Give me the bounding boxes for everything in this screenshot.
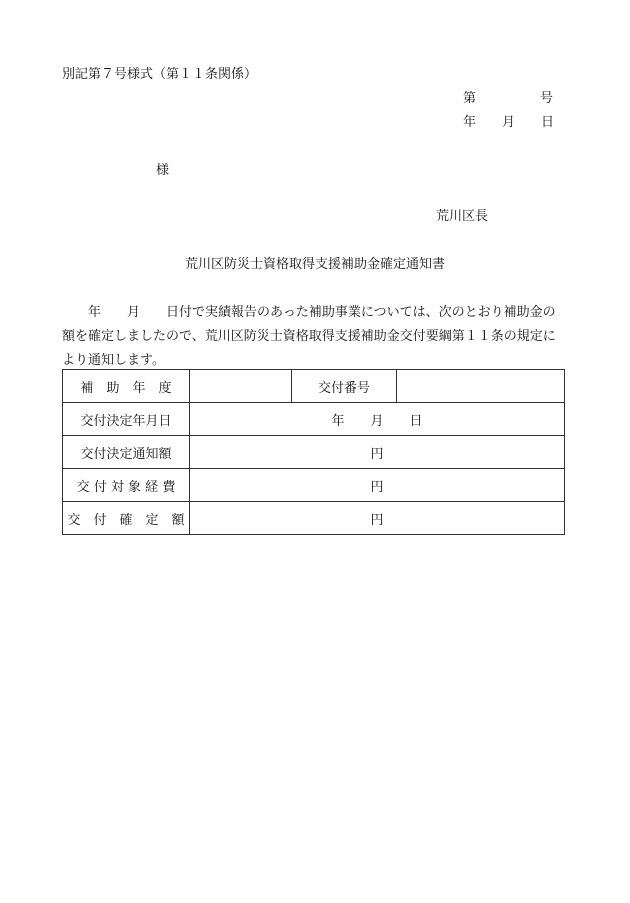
document-number-prefix: 第	[463, 91, 477, 106]
table-label-grant-number: 交付番号	[292, 370, 397, 403]
table-row	[63, 436, 565, 469]
document-number-suffix: 号	[540, 91, 554, 106]
table-row	[63, 502, 565, 535]
table-value-eligible-expense: 円	[190, 469, 565, 502]
table-label-fiscal-year: 補 助 年 度	[63, 370, 190, 403]
recipient-honorific: 様	[156, 163, 170, 178]
table-value-confirmed-amount: 円	[190, 502, 565, 535]
table-value-grant-number	[397, 370, 565, 403]
table-value-decision-date: 年 月 日	[190, 403, 565, 436]
table-row	[63, 469, 565, 502]
document-title: 荒川区防災士資格取得支援補助金確定通知書	[184, 257, 445, 272]
notice-body: 年 月 日付で実績報告のあった補助事業については、次のとおり補助金の額を確定しましたので、荒川区防災士資格取得支援補助金交付要綱第１１条の規定により通知します。	[62, 305, 556, 368]
table-row	[63, 370, 565, 403]
table-value-notified-amount: 円	[190, 436, 565, 469]
issue-date: 年 月 日	[463, 115, 555, 130]
table-row	[63, 403, 565, 436]
table-label-decision-date: 交付決定年月日	[63, 403, 190, 436]
table-label-eligible-expense: 交 付 対 象 経 費	[63, 469, 190, 502]
subsidy-info-table	[62, 369, 565, 535]
table-label-notified-amount: 交付決定通知額	[63, 436, 190, 469]
issuer-name: 荒川区長	[436, 209, 489, 224]
form-identifier: 別記第７号様式（第１１条関係）	[62, 67, 258, 82]
table-label-confirmed-amount: 交 付 確 定 額	[63, 502, 190, 535]
table-value-fiscal-year	[190, 370, 292, 403]
